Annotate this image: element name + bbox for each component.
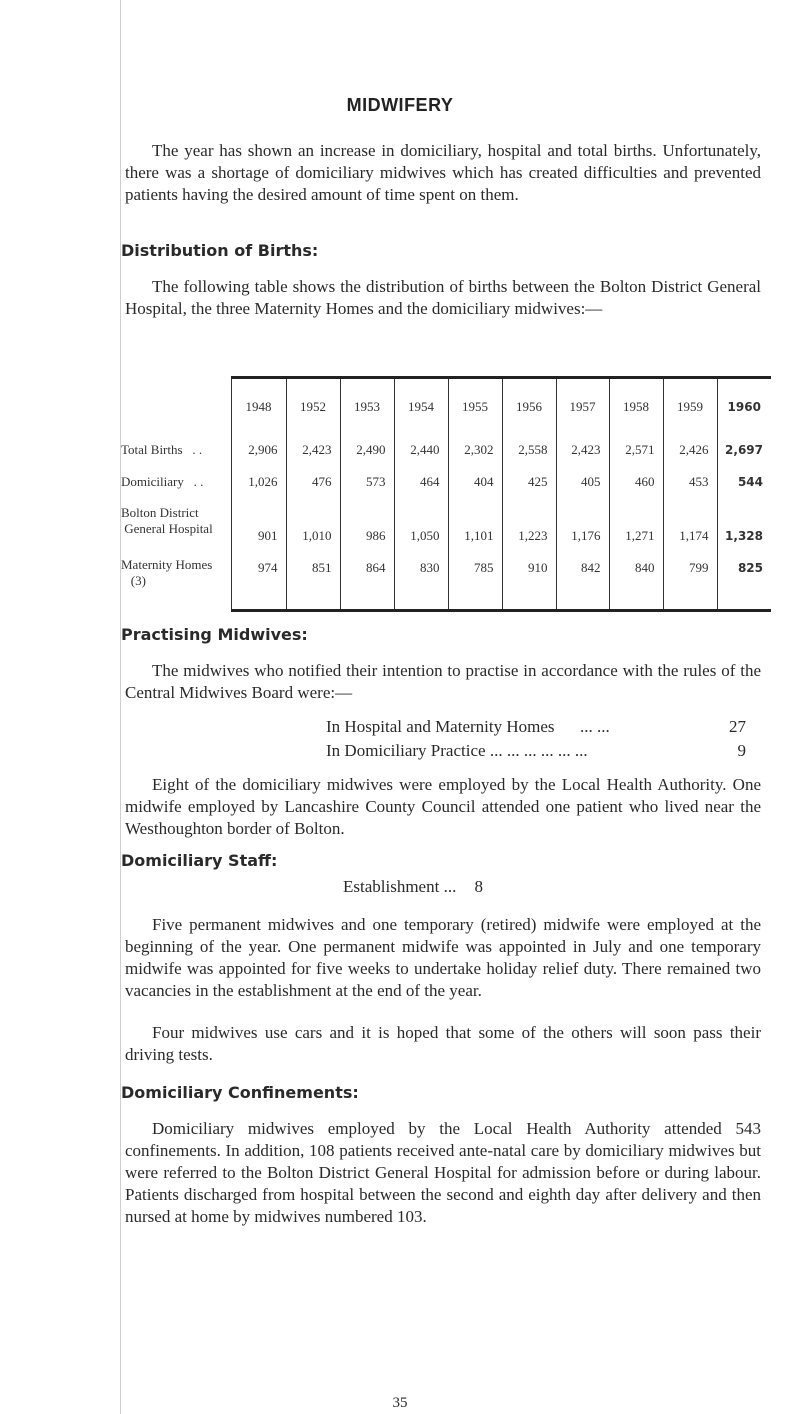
year-header: 1956 (502, 378, 556, 436)
table-cell: 1,026 (231, 465, 286, 499)
table-cell: 2,697 (717, 435, 771, 465)
table-cell: 2,302 (448, 435, 502, 465)
confinements-text: Domiciliary midwives employed by the Local Health Authority attended 543 confinements. In addition, 108 patients received ante-natal care by domiciliary midwives but were referred to the Bolton District General Hospital for admission before or during labour. Patients discharged from hospital between the second and eighth day after delivery and then nursed at home by midwives numbered 103. (125, 1119, 761, 1226)
table-cell: 1,176 (556, 499, 609, 551)
establishment-value: 8 (474, 877, 483, 896)
distribution-heading: Distribution of Births: (121, 241, 319, 260)
table-cell: 2,426 (663, 435, 717, 465)
table-cell: 785 (448, 551, 502, 611)
table-row (117, 465, 771, 499)
table-cell: 2,423 (286, 435, 340, 465)
table-cell: 1,101 (448, 499, 502, 551)
establishment-row (343, 876, 483, 898)
row-label: Total Births . . (121, 442, 203, 457)
table-header-row (117, 378, 771, 436)
table-cell: 464 (394, 465, 448, 499)
intro-text: The year has shown an increase in domiciliary, hospital and total births. Unfortunately, there was a shortage of domiciliary midwives which has created difficulties and prevented patients having the desired amount of time spent on them. (125, 141, 761, 204)
table-cell: 825 (717, 551, 771, 611)
table-cell: 851 (286, 551, 340, 611)
table-row (117, 499, 771, 551)
practising-paragraph (125, 660, 761, 704)
table-cell: 2,440 (394, 435, 448, 465)
year-header: 1954 (394, 378, 448, 436)
establishment-dots: ... (443, 877, 457, 896)
practising-paragraph-2 (125, 774, 761, 840)
table-cell: 544 (717, 465, 771, 499)
table-cell: 404 (448, 465, 502, 499)
staff-text-2: Four midwives use cars and it is hoped that some of the others will soon pass their driving tests. (125, 1023, 761, 1064)
year-header: 1957 (556, 378, 609, 436)
table-cell: 2,558 (502, 435, 556, 465)
staff-paragraph (125, 914, 761, 1002)
list-item-dots: ... ... ... ... ... ... (489, 741, 588, 760)
list-item-value: 9 (737, 741, 746, 760)
table-cell: 1,174 (663, 499, 717, 551)
table-cell: 405 (556, 465, 609, 499)
confinements-heading: Domiciliary Confinements: (121, 1083, 359, 1102)
table-cell: 974 (231, 551, 286, 611)
practising-text-2: Eight of the domiciliary midwives were employed by the Local Health Authority. One midwife employed by Lancashire County Council attended one patient who lived near the Westhoughton border of Bolton. (125, 775, 761, 838)
intro-paragraph (125, 140, 761, 206)
page-title: MIDWIFERY (346, 95, 454, 115)
year-header: 1955 (448, 378, 502, 436)
table-corner-cell (117, 378, 231, 436)
table-row (117, 435, 771, 465)
births-table (117, 376, 771, 612)
table-cell: 901 (231, 499, 286, 551)
year-header: 1953 (340, 378, 394, 436)
table-cell: 1,271 (609, 499, 663, 551)
list-item-label: In Domiciliary Practice (326, 741, 486, 760)
establishment-label: Establishment (343, 877, 440, 896)
table-cell: 799 (663, 551, 717, 611)
table-cell: 425 (502, 465, 556, 499)
staff-text-1: Five permanent midwives and one temporary (retired) midwife were employed at the beginning of the year. One permanent midwife was appointed in July and one temporary midwife was appointed for five weeks to undertake holiday relief duty. There remained two vacancies in the establishment at the end of the year. (125, 915, 761, 1000)
table-cell: 842 (556, 551, 609, 611)
list-item-value: 27 (729, 717, 746, 736)
row-label: Domiciliary . . (121, 474, 204, 489)
table-cell: 2,906 (231, 435, 286, 465)
table-cell: 476 (286, 465, 340, 499)
table-cell: 840 (609, 551, 663, 611)
table-cell: 1,050 (394, 499, 448, 551)
table-cell: 453 (663, 465, 717, 499)
practising-text: The midwives who notified their intention to practise in accordance with the rules of the Central Midwives Board were:— (125, 661, 761, 702)
year-header: 1948 (231, 378, 286, 436)
table-cell: 2,490 (340, 435, 394, 465)
row-label: Bolton District General Hospital (121, 505, 213, 536)
year-header: 1952 (286, 378, 340, 436)
table-cell: 573 (340, 465, 394, 499)
practising-heading: Practising Midwives: (121, 625, 308, 644)
year-header: 1958 (609, 378, 663, 436)
table-cell: 986 (340, 499, 394, 551)
table-cell: 460 (609, 465, 663, 499)
confinements-paragraph (125, 1118, 761, 1228)
list-item (326, 740, 746, 762)
table-cell: 2,423 (556, 435, 609, 465)
table-cell: 910 (502, 551, 556, 611)
table-cell: 1,010 (286, 499, 340, 551)
list-item (326, 716, 746, 738)
distribution-text: The following table shows the distribution of births between the Bolton District General Hospital, the three Maternity Homes and the domiciliary midwives:— (125, 277, 761, 318)
binding-edge-line (120, 0, 121, 1414)
staff-heading: Domiciliary Staff: (121, 851, 278, 870)
list-item-label: In Hospital and Maternity Homes (326, 717, 555, 736)
table-cell: 2,571 (609, 435, 663, 465)
distribution-paragraph (125, 276, 761, 320)
table-cell: 864 (340, 551, 394, 611)
table-cell: 830 (394, 551, 448, 611)
table-cell: 1,328 (717, 499, 771, 551)
staff-paragraph-2 (125, 1022, 761, 1066)
year-header: 1960 (717, 378, 771, 436)
table-row (117, 551, 771, 611)
page-number: 35 (392, 1395, 408, 1411)
year-header: 1959 (663, 378, 717, 436)
list-item-dots: ... ... (580, 717, 610, 736)
table-cell: 1,223 (502, 499, 556, 551)
row-label: Maternity Homes (3) (121, 557, 213, 588)
